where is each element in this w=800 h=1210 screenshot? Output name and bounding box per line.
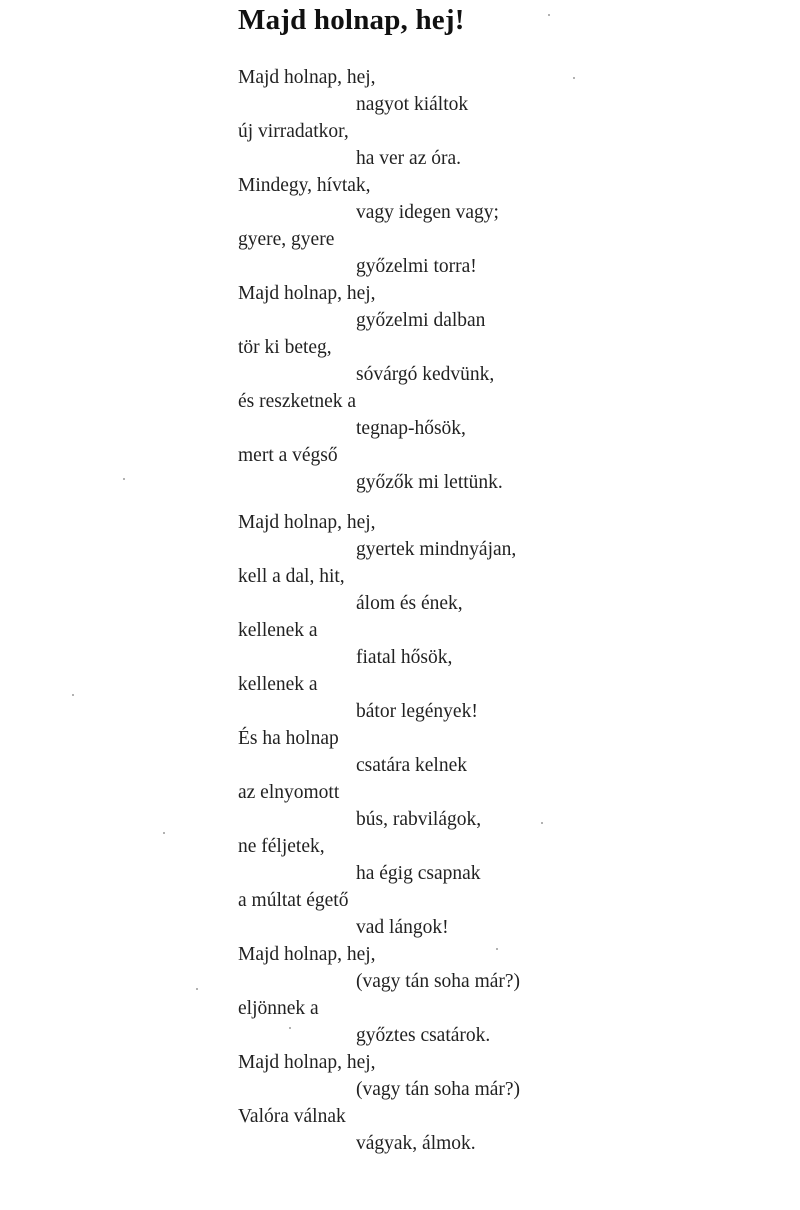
- scan-speck: [196, 988, 198, 990]
- scan-speck: [548, 14, 550, 16]
- poem-line: nagyot kiáltok: [356, 94, 469, 115]
- poem-line: ha égig csapnak: [356, 863, 481, 884]
- poem-line: bús, rabvilágok,: [356, 809, 482, 830]
- poem-line: Valóra válnak: [238, 1106, 346, 1127]
- poem-line: győzők mi lettünk.: [356, 472, 503, 493]
- poem-line: győzelmi torra!: [356, 256, 477, 277]
- poem-line: győzelmi dalban: [356, 310, 486, 331]
- poem-line: Majd holnap, hej,: [238, 944, 376, 965]
- poem-line: a múltat égető: [238, 890, 349, 911]
- poem-line: és reszketnek a: [238, 391, 357, 412]
- poem-line: vágyak, álmok.: [356, 1133, 476, 1154]
- poem-line: bátor legények!: [356, 701, 478, 722]
- scan-speck: [123, 478, 125, 480]
- poem-line: álom és ének,: [356, 593, 463, 614]
- stanza-1: [238, 64, 503, 496]
- poem-line: kellenek a: [238, 674, 318, 695]
- poem-line: gyertek mindnyájan,: [356, 539, 517, 560]
- stanza-2: [238, 509, 520, 1157]
- scan-speck: [541, 822, 543, 824]
- poem-line: ha ver az óra.: [356, 148, 462, 169]
- poem-line: fiatal hősök,: [356, 647, 453, 668]
- poem-line: eljönnek a: [238, 998, 319, 1019]
- poem-line: győztes csatárok.: [356, 1025, 491, 1046]
- poem-line: vagy idegen vagy;: [356, 202, 499, 223]
- poem-line: sóvárgó kedvünk,: [356, 364, 495, 385]
- poem-line: ne féljetek,: [238, 836, 325, 857]
- poem-line: tör ki beteg,: [238, 337, 332, 358]
- poem-line: Majd holnap, hej,: [238, 512, 376, 533]
- poem-line: Majd holnap, hej,: [238, 1052, 376, 1073]
- poem-line: csatára kelnek: [356, 755, 467, 776]
- poem-line: gyere, gyere: [238, 229, 335, 250]
- poem-line: az elnyomott: [238, 782, 340, 803]
- poem-title: Majd holnap, hej!: [238, 4, 465, 36]
- poem-line: Majd holnap, hej,: [238, 283, 376, 304]
- scan-speck: [163, 832, 165, 834]
- scan-speck: [496, 948, 498, 950]
- poem-line: Majd holnap, hej,: [238, 67, 376, 88]
- poem-line: vad lángok!: [356, 917, 449, 938]
- poem-line: tegnap-hősök,: [356, 418, 466, 439]
- poem-line: (vagy tán soha már?): [356, 1079, 521, 1100]
- scan-speck: [72, 694, 74, 696]
- scan-speck: [289, 1027, 291, 1029]
- scan-speck: [573, 77, 575, 79]
- poem-line: kell a dal, hit,: [238, 566, 345, 587]
- poem-line: Mindegy, hívtak,: [238, 175, 371, 196]
- poem-line: új virradatkor,: [238, 121, 349, 142]
- poem-line: És ha holnap: [238, 728, 339, 749]
- poem-line: mert a végső: [238, 445, 338, 466]
- poem-line: (vagy tán soha már?): [356, 971, 521, 992]
- poem-line: kellenek a: [238, 620, 318, 641]
